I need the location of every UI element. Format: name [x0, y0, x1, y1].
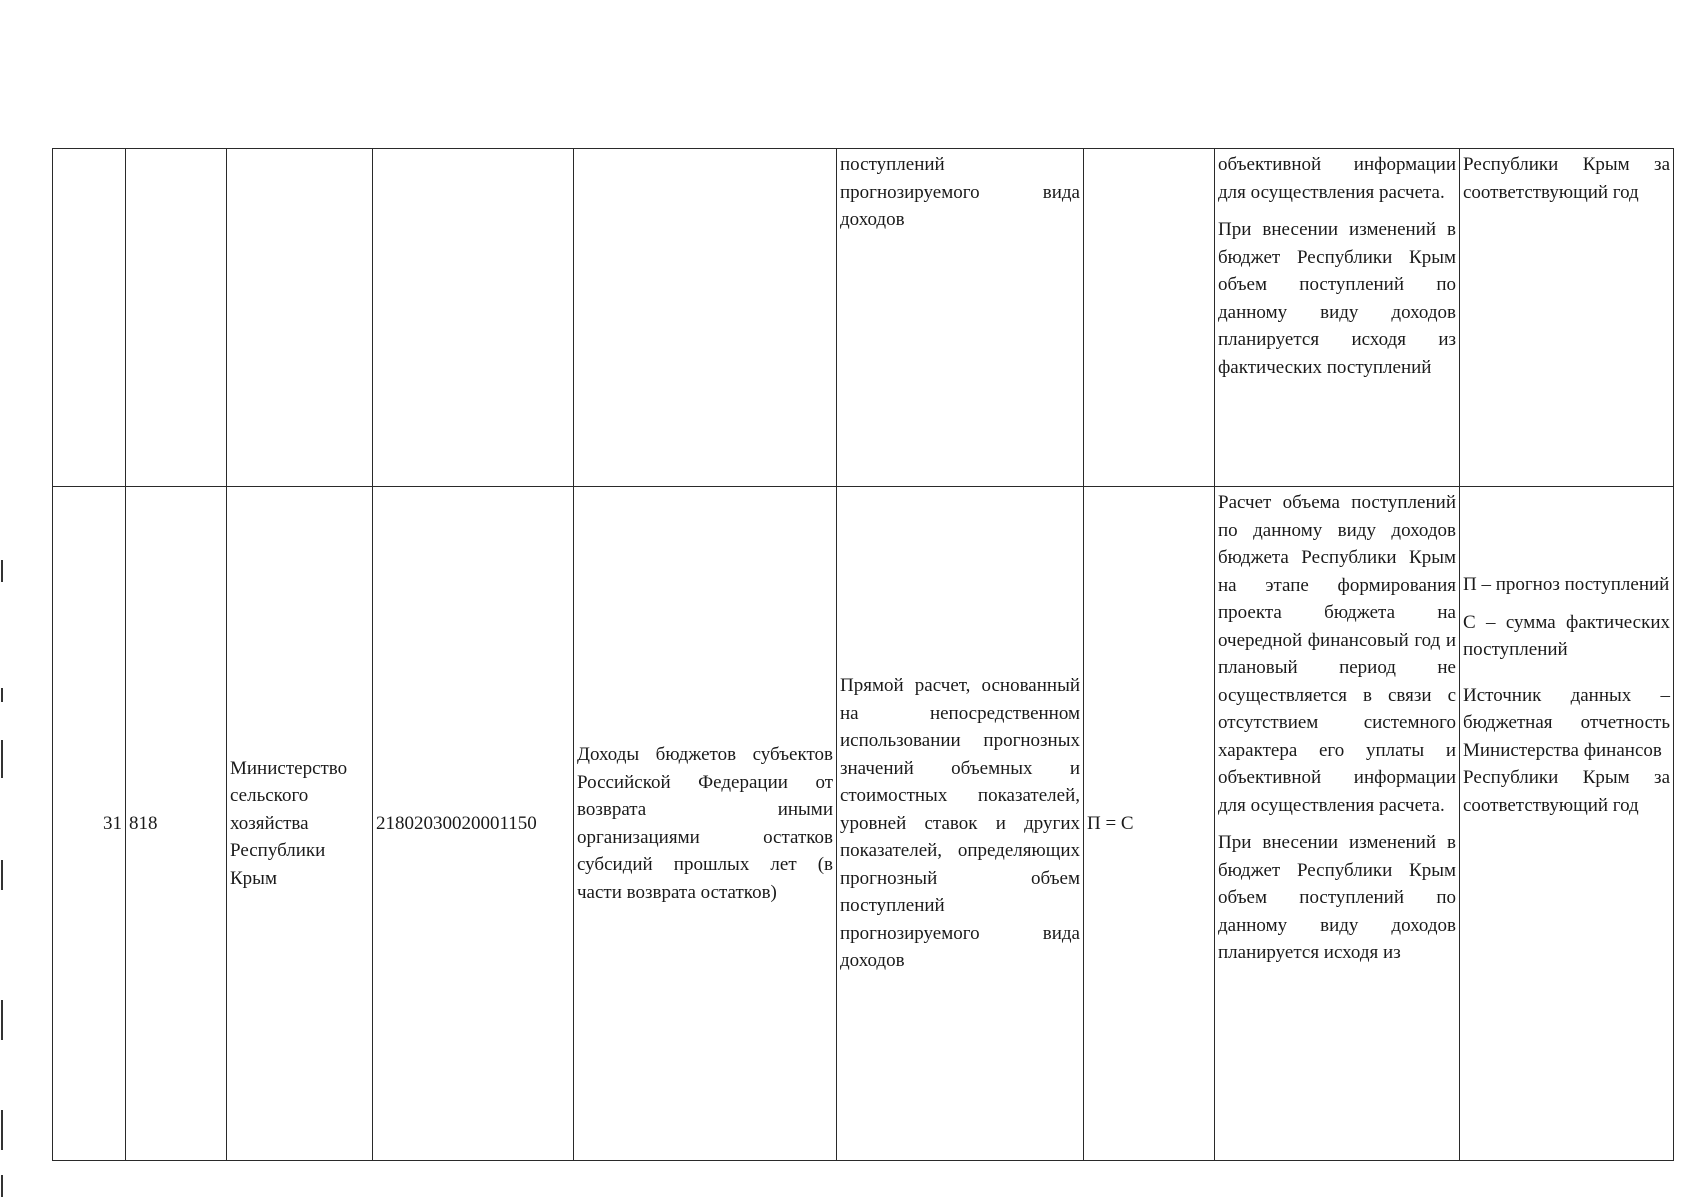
cell-income-name	[574, 149, 837, 487]
scan-binding-mark	[1, 860, 3, 890]
cell-income-name	[574, 487, 837, 1161]
income-forecast-table	[52, 148, 1674, 1161]
table-row-31	[53, 487, 1674, 1161]
cell-admin-code	[126, 149, 227, 487]
cell-formula	[1084, 487, 1215, 1161]
cell-method	[837, 149, 1084, 487]
cell-kbk	[373, 487, 574, 1161]
cell-kbk	[373, 149, 574, 487]
scan-binding-mark	[1, 1000, 3, 1040]
scan-binding-mark	[1, 740, 3, 778]
calc-paragraph: Расчет объема поступлений по данному виду доходов бюджета Республики Крым на этапе формирования проекта бюджета на очередной финансовый год и плановый период не осуществляется в связи с отсутствием системного характера его уплаты и объективной информации для осуществления расчета.	[1218, 492, 1456, 816]
cell-source	[1460, 487, 1674, 1161]
cell-admin-code	[126, 487, 227, 1161]
scan-binding-mark	[1, 1110, 3, 1150]
cell-calc	[1215, 149, 1460, 487]
legend-paragraph: П – прогноз поступлений	[1463, 574, 1670, 595]
kbk-code: 21802030020001150	[376, 812, 537, 834]
method-text: Прямой расчет, основанный на непосредственном использовании прогнозных значений объемных и стоимостных показателей, уровней ставок и других показателей, определяющих прогнозный объем поступлений прогнозируемого вида доходов	[840, 675, 1080, 972]
calc-paragraph: объективной информации для осуществления расчета.	[1218, 154, 1456, 203]
cell-calc	[1215, 487, 1460, 1161]
calc-paragraph: При внесении изменений в бюджет Республики Крым объем поступлений по данному виду доходов планируется исходя из фактических поступлений	[1218, 219, 1456, 378]
income-name: Доходы бюджетов субъектов Российской Федерации от возврата иными организациями остатков субсидий прошлых лет (в части возврата остатков)	[577, 744, 833, 903]
cell-method	[837, 487, 1084, 1161]
admin-code: 818	[129, 812, 158, 834]
cell-source	[1460, 149, 1674, 487]
admin-name: Министерство сельского хозяйства Республики Крым	[230, 757, 348, 889]
scan-binding-mark	[1, 1175, 3, 1197]
row-number: 31	[103, 812, 122, 834]
method-text: поступлений прогнозируемого вида доходов	[840, 154, 1080, 230]
cell-number	[53, 149, 126, 487]
formula-text: П = С	[1087, 812, 1134, 834]
source-text: Республики Крым за соответствующий год	[1463, 154, 1670, 203]
scan-binding-mark	[1, 688, 3, 702]
cell-formula	[1084, 149, 1215, 487]
calc-paragraph: При внесении изменений в бюджет Республики Крым объем поступлений по данному виду доходов планируется исходя из	[1218, 832, 1456, 963]
source-paragraph: Республики Крым за соответствующий год	[1463, 767, 1670, 816]
cell-admin-name	[227, 487, 373, 1161]
scan-binding-mark	[1, 560, 3, 582]
source-paragraph: Источник данных – бюджетная отчетность Министерства финансов	[1463, 684, 1670, 761]
cell-admin-name	[227, 149, 373, 487]
table-row-continuation	[53, 149, 1674, 487]
legend-paragraph: С – сумма фактических поступлений	[1463, 611, 1670, 660]
cell-number	[53, 487, 126, 1161]
